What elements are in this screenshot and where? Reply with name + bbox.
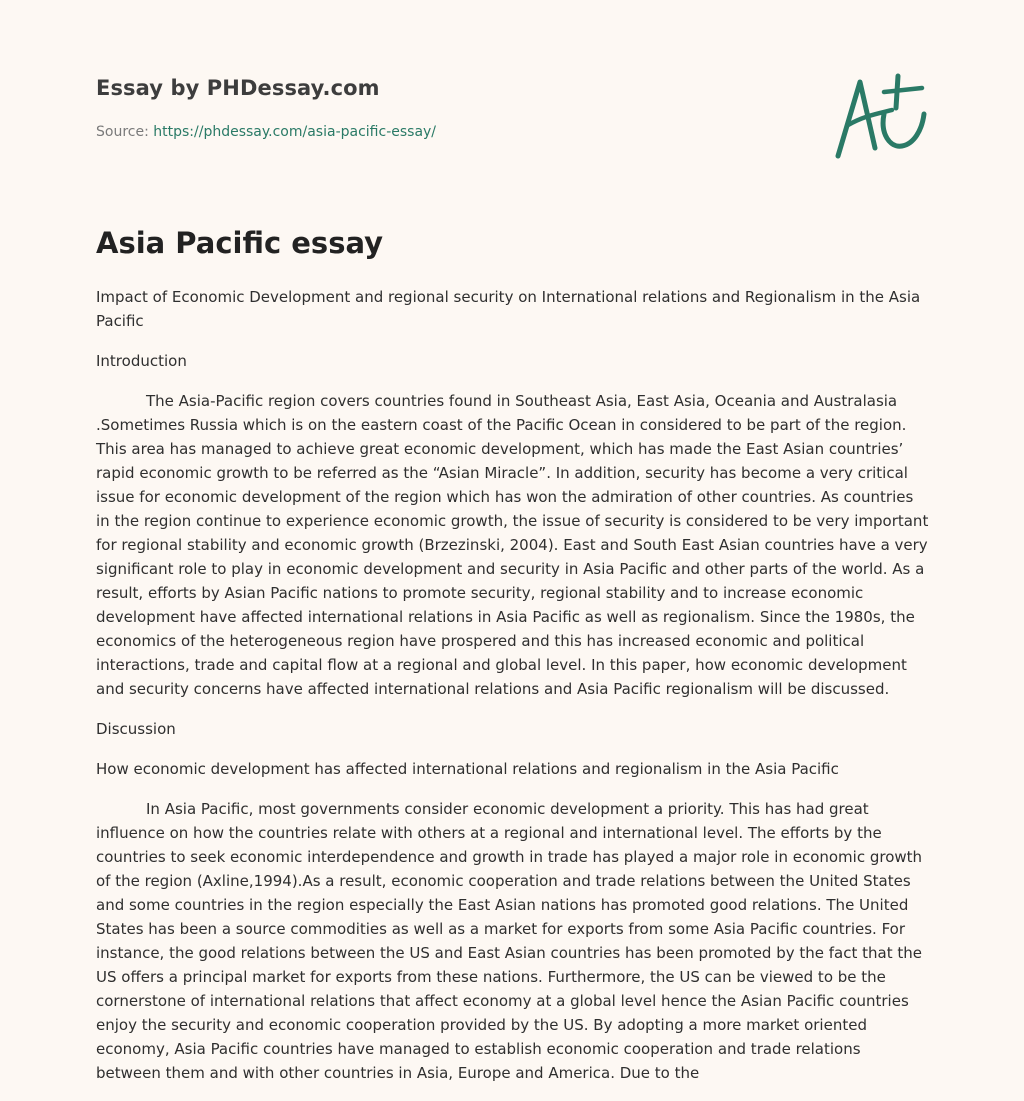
essay-subtitle: Impact of Economic Development and regional security on International relations and Regionalism in the Asia Pacific (96, 288, 921, 330)
intro-heading: Introduction (96, 352, 187, 370)
discussion-subheading: How economic development has affected international relations and regionalism in the Asia Pacific (96, 760, 839, 778)
discussion-paragraph: In Asia Pacific, most governments consider economic development a priority. This has had great influence on how the countries relate with others at a regional and international level. The efforts by the countries to seek economic interdependence and growth in trade has played a major role in economic growth of the region (Axline,1994).As a result, economic cooperation and trade relations between the United States and some countries in the region especially the East Asian nations has promoted good relations. The United States has been a source commodities as well as a market for exports from some Asia Pacific countries. For instance, the good relations between the US and East Asian countries has been promoted by the fact that the US offers a principal market for exports from these nations. Furthermore, the US can be viewed to be the cornerstone of international relations that affect economy at a global level hence the Asian Pacific countries enjoy the security and economic cooperation provided by the US. By adopting a more market oriented economy, Asia Pacific countries have managed to establish economic cooperation and trade relations between them and with other countries in Asia, Europe and America. Due to the (96, 800, 923, 1082)
site-brand: Essay by PHDessay.com (96, 76, 380, 100)
source-link[interactable]: https://phdessay.com/asia-pacific-essay/ (153, 124, 437, 140)
discussion-heading: Discussion (96, 720, 176, 738)
a-plus-grade-icon (830, 68, 930, 164)
source-line (96, 124, 436, 140)
essay-body (96, 285, 930, 1101)
intro-paragraph: The Asia-Pacific region covers countries found in Southeast Asia, East Asia, Oceania and Australasia .Sometimes Russia which is on the eastern coast of the Pacific Ocean in considered to be part of the region. This area has managed to achieve great economic development, which has made the East Asian countries’ rapid economic growth to be referred as the “Asian Miracle”. In addition, security has become a very critical issue for economic development of the region which has won the admiration of other countries. As countries in the region continue to experience economic growth, the issue of security is considered to be very important for regional stability and economic growth (Brzezinski, 2004). East and South East Asian countries have a very significant role to play in economic development and security in Asia Pacific and other parts of the world. As a result, efforts by Asian Pacific nations to promote security, regional stability and to increase economic development have affected international relations in Asia Pacific as well as regionalism. Since the 1980s, the economics of the heterogeneous region have prospered and this has increased economic and political interactions, trade and capital flow at a regional and global level. In this paper, how economic development and security concerns have affected international relations and Asia Pacific regionalism will be discussed. (96, 392, 929, 698)
page-header (96, 0, 928, 200)
source-label: Source: (96, 124, 149, 140)
essay-title: Asia Pacific essay (96, 226, 384, 260)
